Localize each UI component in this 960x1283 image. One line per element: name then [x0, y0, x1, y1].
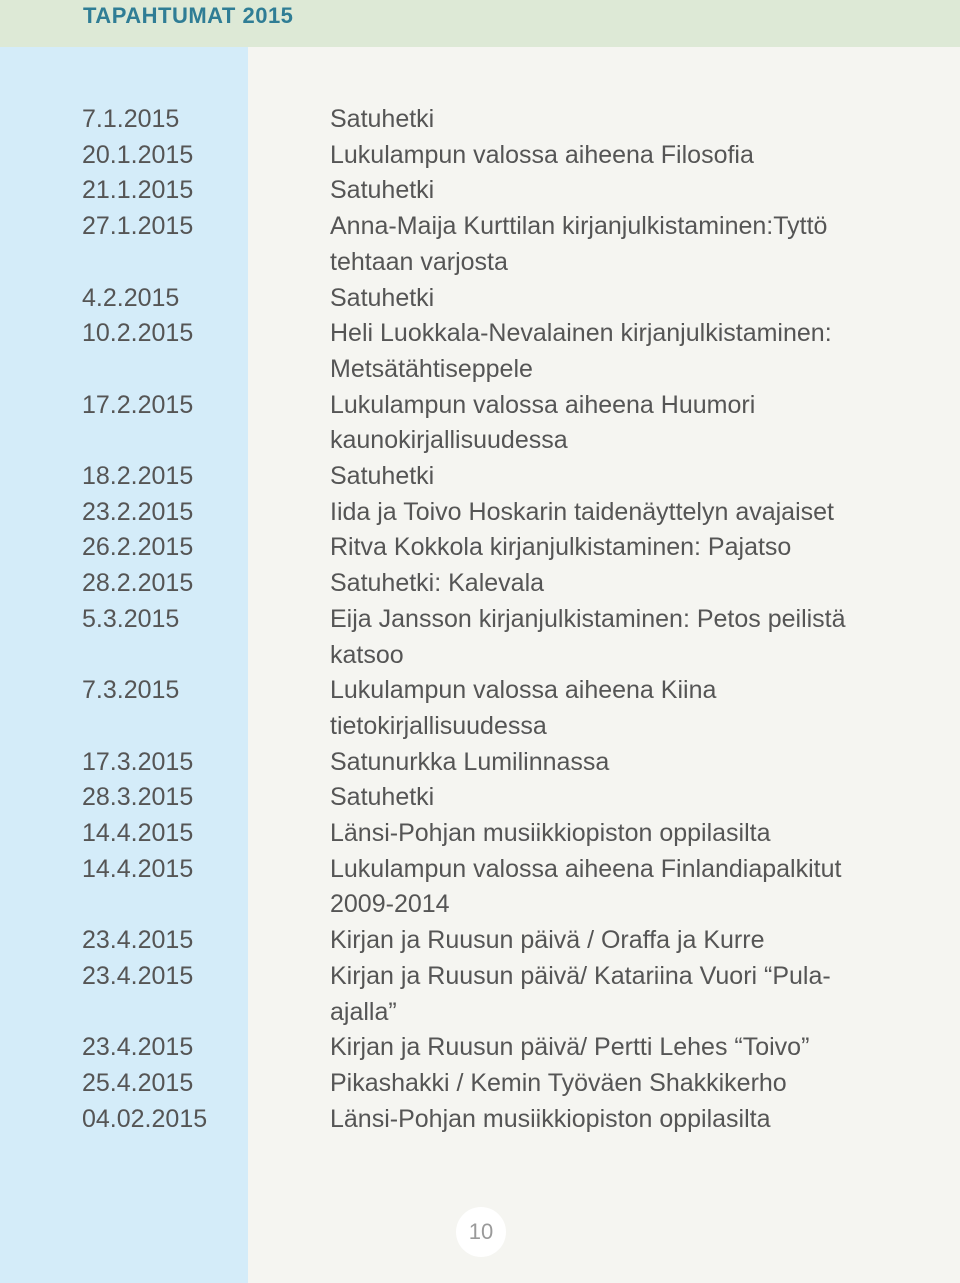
event-title: Ritva Kokkola kirjanjulkistaminen: Pajatso	[330, 533, 792, 562]
page-title: TAPAHTUMAT 2015	[83, 3, 294, 28]
event-title: Pikashakki / Kemin Työväen Shakkikerho	[330, 1068, 787, 1097]
page-number: 10	[456, 1207, 506, 1257]
event-title: Lukulampun valossa aiheena Filosofia	[330, 140, 754, 169]
event-row	[0, 1066, 960, 1102]
event-title: Lukulampun valossa aiheena Huumori kaunokirjallisuudessa	[330, 390, 756, 455]
event-row	[0, 745, 960, 781]
event-row	[0, 102, 960, 138]
event-date: 23.4.2015	[82, 926, 194, 955]
event-date: 17.3.2015	[82, 747, 194, 776]
event-row	[0, 673, 960, 744]
event-date: 25.4.2015	[82, 1068, 194, 1097]
event-title: Länsi-Pohjan musiikkiopiston oppilasilta	[330, 819, 771, 848]
event-row	[0, 1102, 960, 1138]
event-row	[0, 316, 960, 387]
event-title: Lukulampun valossa aiheena Finlandiapalkitut 2009-2014	[330, 854, 842, 919]
event-title: Satunurkka Lumilinnassa	[330, 747, 610, 776]
event-title: Eija Jansson kirjanjulkistaminen: Petos peilistä katsoo	[330, 604, 846, 669]
event-title: Satuhetki	[330, 283, 435, 312]
event-date: 14.4.2015	[82, 819, 194, 848]
event-row	[0, 602, 960, 673]
event-row	[0, 281, 960, 317]
event-title: Lukulampun valossa aiheena Kiina tietokirjallisuudessa	[330, 676, 717, 740]
event-row	[0, 388, 960, 459]
event-row	[0, 209, 960, 280]
event-row	[0, 495, 960, 531]
event-date: 10.2.2015	[82, 319, 194, 348]
event-date: 26.2.2015	[82, 533, 194, 562]
event-row	[0, 459, 960, 495]
event-date: 5.3.2015	[82, 604, 180, 633]
event-date: 17.2.2015	[82, 390, 194, 419]
event-date: 20.1.2015	[82, 140, 194, 169]
event-row	[0, 566, 960, 602]
page-header	[0, 0, 960, 47]
event-title: Satuhetki	[330, 462, 435, 491]
event-date: 04.02.2015	[82, 1104, 208, 1133]
event-date: 21.1.2015	[82, 176, 194, 205]
event-row	[0, 780, 960, 816]
event-row	[0, 530, 960, 566]
event-date: 7.3.2015	[82, 676, 180, 705]
event-title: Kirjan ja Ruusun päivä/ Pertti Lehes “Toivo”	[330, 1033, 810, 1062]
event-date: 28.3.2015	[82, 783, 194, 812]
event-title: Satuhetki: Kalevala	[330, 569, 545, 598]
event-row	[0, 138, 960, 174]
event-title: Satuhetki	[330, 105, 435, 133]
event-list	[0, 102, 960, 1137]
event-date: 4.2.2015	[82, 283, 180, 312]
event-date: 23.2.2015	[82, 497, 194, 526]
event-row	[0, 1030, 960, 1066]
event-row	[0, 173, 960, 209]
event-title: Heli Luokkala-Nevalainen kirjanjulkistaminen: Metsätähtiseppele	[330, 319, 832, 383]
event-title: Anna-Maija Kurttilan kirjanjulkistaminen:Tyttö tehtaan varjosta	[330, 212, 828, 276]
event-date: 23.4.2015	[82, 1033, 194, 1062]
event-title: Kirjan ja Ruusun päivä/ Katariina Vuori “Pula-ajalla”	[330, 961, 831, 1026]
event-row	[0, 959, 960, 1030]
event-date: 14.4.2015	[82, 854, 194, 883]
event-title: Kirjan ja Ruusun päivä / Oraffa ja Kurre	[330, 926, 765, 955]
event-date: 23.4.2015	[82, 961, 194, 990]
event-title: Länsi-Pohjan musiikkiopiston oppilasilta	[330, 1104, 771, 1133]
event-row	[0, 816, 960, 852]
event-row	[0, 923, 960, 959]
event-title: Satuhetki	[330, 176, 435, 205]
event-date: 18.2.2015	[82, 462, 194, 491]
event-row	[0, 852, 960, 923]
event-title: Satuhetki	[330, 783, 435, 812]
event-date: 27.1.2015	[82, 212, 194, 241]
event-date: 7.1.2015	[82, 105, 180, 133]
event-date: 28.2.2015	[82, 569, 194, 598]
event-title: Iida ja Toivo Hoskarin taidenäyttelyn avajaiset	[330, 497, 834, 526]
